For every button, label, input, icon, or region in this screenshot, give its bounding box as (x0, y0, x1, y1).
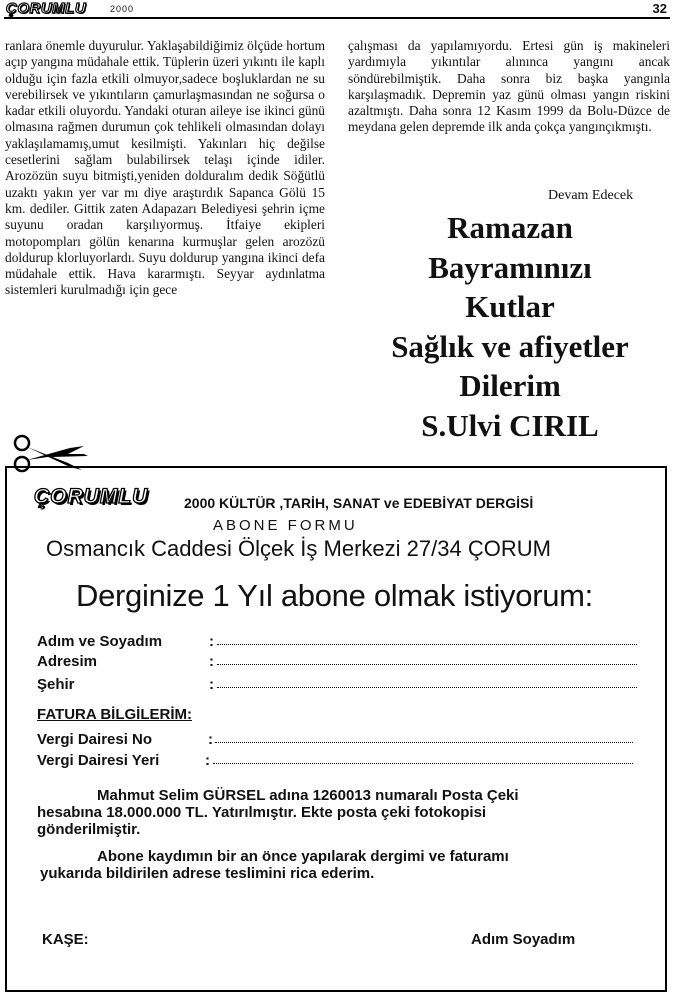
field-label: Vergi Dairesi No (37, 731, 153, 748)
field-colon: : (209, 653, 214, 670)
field-label: Şehir (37, 676, 75, 693)
greeting-line: Dilerim (459, 368, 561, 403)
fill-line[interactable] (217, 644, 637, 645)
page-number: 32 (652, 1, 667, 16)
holiday-greeting (360, 208, 660, 445)
form-logo: ÇORUMLU (34, 485, 149, 508)
fill-line[interactable] (213, 763, 633, 764)
field-colon: : (208, 731, 213, 748)
form-headline: Derginize 1 Yıl abone olmak istiyorum: (76, 578, 593, 613)
form-address: Osmancık Caddesi Ölçek İş Merkezi 27/34 ÇORUM (46, 536, 551, 561)
magazine-logo: ÇORUMLU (6, 0, 87, 17)
form-subtitle: 2000 KÜLTÜR ,TARİH, SANAT ve EDEBİYAT DERGİSİ (184, 495, 534, 511)
field-colon: : (205, 752, 210, 769)
article-column-right (348, 38, 670, 136)
page-header (0, 0, 677, 18)
greeting-line: Bayramınızı (428, 249, 592, 285)
field-tax-office-no[interactable] (37, 731, 647, 749)
field-label: Vergi Dairesi Yeri (37, 752, 160, 769)
invoice-header: FATURA BİLGİLERİM: (37, 706, 192, 723)
continued-note: Devam Edecek (548, 188, 634, 203)
field-address[interactable] (37, 653, 647, 671)
greeting-line: Sağlık ve afiyetler (391, 328, 629, 364)
field-label: Adım ve Soyadım (37, 633, 163, 650)
article-paragraph: ranlara önemle duyurulur. Yaklaşabildiğimiz ölçüde hortum açıp yangına müdahale ettik. Tüplerin üzeri yıkıntı ile kaplı olduğu için fazla etkili olmuyor,sadece boşluklardan ne su verebilirsek ve yıkıntıların çamurlaşmasından ne soğursa o kadar etkili oluyordu. Yandaki oturan aileye ise ikinci günü olmasına rağmen durumun çok tehlikeli olmasından dolayı yaklaşılamamış,umut kesilmişti. Yakınları hiç değilse cesetlerini sağlam bulabilirsek telaşı içinde idiler. Arozözün suyu bitmişti,yeniden dolduralım dedik Söğütlü uzaktı yakın yer var mı diye araştırdık Sapanca Gölü 15 km. dediler. Gittik zaten Adapazarı Belediyesi şehrin içme suyunu oradan karşılıyormuş. İtfaiye ekipleri motopompları gölün kenarına kurmuşlar gelen arozözü doldurup klorluyorlardı. Suyu doldurup yangına ikinci defa müdahale ettik. Hava kararmıştı. Seyyar aydınlatma sistemleri kurulmadığı için gece (5, 38, 325, 298)
field-label: Adresim (37, 653, 98, 670)
article-paragraph: çalışması da yapılamıyordu. Ertesi gün iş makineleri yardımıyla yıkıntılar alınınca yangını ancak söndürebilmiştik. Daha sonra biz başka yangınla karşılaşmadık. Depremin yaz günü olması yangın riskini azaltmıştı. Daha sonra 12 Kasım 1999 da Bolu-Düzce de meydana gelen depremde ilk anda çokça yangınçıkmıştı. (348, 38, 670, 135)
field-colon: : (209, 633, 214, 650)
payment-line: Mahmut Selim GÜRSEL adına 1260013 numaralı Posta Çeki (97, 787, 519, 804)
greeting-line: Kutlar (465, 289, 555, 324)
fill-line[interactable] (217, 687, 637, 688)
signature-name-label: Adım Soyadım (471, 931, 576, 948)
field-colon: : (209, 676, 214, 693)
field-city[interactable] (37, 676, 647, 694)
fill-line[interactable] (215, 742, 633, 743)
greeting-signature: S.Ulvi CIRIL (421, 407, 599, 443)
payment-statement (37, 787, 617, 838)
payment-line: gönderilmiştir. (37, 821, 141, 838)
request-line: Abone kaydımın bir an önce yapılarak dergimi ve faturamı (97, 848, 509, 865)
fill-line[interactable] (217, 664, 637, 665)
field-name[interactable] (37, 633, 647, 651)
payment-line: hesabına 18.000.000 TL. Yatırılmıştır. Ekte posta çeki fotokopisi (37, 804, 487, 821)
request-line: yukarıda bildirilen adrese teslimini rica ederim. (40, 865, 375, 882)
issue-year: 2000 (110, 4, 135, 14)
form-title: ABONE FORMU (213, 517, 358, 534)
article-column-left (5, 38, 325, 299)
stamp-label: KAŞE: (42, 931, 89, 948)
field-tax-office-place[interactable] (37, 752, 647, 770)
header-rule (4, 17, 670, 19)
request-statement (37, 848, 637, 882)
greeting-line: Ramazan (447, 210, 573, 245)
